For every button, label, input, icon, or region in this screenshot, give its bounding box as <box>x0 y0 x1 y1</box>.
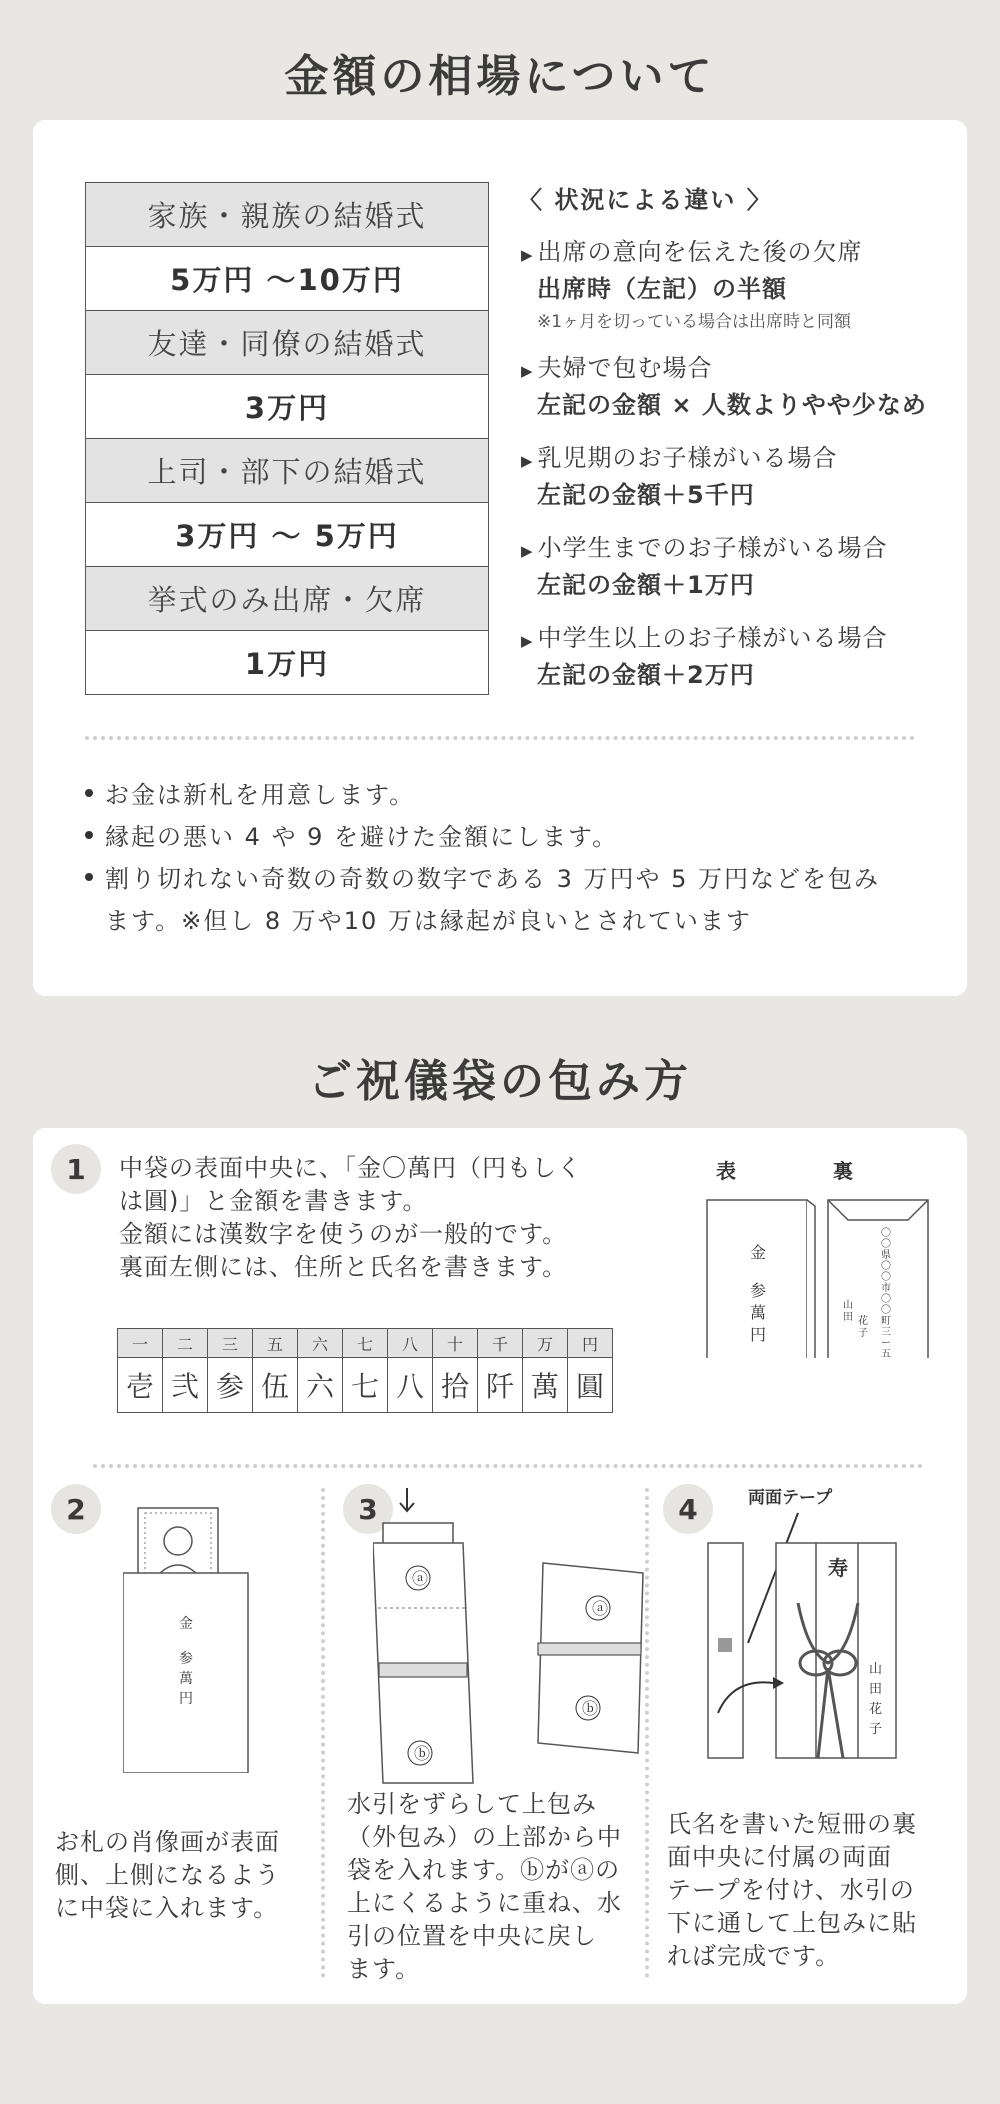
kanji-formal: 圓 <box>568 1358 613 1413</box>
note-item <box>85 774 925 816</box>
status-item <box>521 348 951 420</box>
step3-line: 上にくるように重ね、水 <box>347 1889 622 1917</box>
triangle-bullet-icon: ▶ <box>521 246 534 264</box>
arrow-down-icon <box>400 1488 414 1511</box>
price-category: 友達・同僚の結婚式 <box>86 311 488 375</box>
kanji-formal: 六 <box>298 1358 343 1413</box>
kanji-formal: 萬 <box>523 1358 568 1413</box>
kanji-common: 七 <box>343 1329 388 1358</box>
dotted-divider <box>93 1464 923 1468</box>
step2-line: お札の肖像画が表面 <box>55 1828 280 1856</box>
kanji-common: 六 <box>298 1329 343 1358</box>
kanji-common: 八 <box>388 1329 433 1358</box>
step3-line: 引の位置を中央に戻し <box>347 1922 597 1950</box>
note-text: お金は新札を用意します。 <box>105 781 416 809</box>
step4-line: 氏名を書いた短冊の裏 <box>667 1810 917 1838</box>
status-text: 中学生以上のお子様がいる場合 <box>537 624 888 652</box>
triangle-bullet-icon: ▶ <box>521 632 534 650</box>
step1-line: 中袋の表面中央に、「金〇萬円（円もしく <box>119 1154 582 1182</box>
kanji-numeral-table <box>117 1328 613 1413</box>
front-label: 表 <box>716 1159 736 1183</box>
step3-line: 袋を入れます。ⓑがⓐの <box>347 1856 621 1884</box>
status-item <box>521 438 951 510</box>
note-item <box>85 858 925 942</box>
triangle-bullet-icon: ▶ <box>521 362 534 380</box>
status-amount: 左記の金額＋2万円 <box>537 661 755 689</box>
dotted-divider <box>85 736 915 740</box>
price-amount: 3万円 <box>86 375 488 439</box>
step4-illustration <box>698 1483 938 1793</box>
status-item <box>521 618 951 690</box>
envelope-front-kin: 金 <box>750 1243 767 1262</box>
step2-line: に中袋に入れます。 <box>55 1894 279 1922</box>
note-text: 割り切れない奇数の奇数の数字である 3 万円や 5 万円などを包み <box>105 865 881 893</box>
step3-line: 水引をずらして上包み <box>347 1790 597 1818</box>
wrap-card <box>33 1128 967 2004</box>
triangle-bullet-icon: ▶ <box>521 452 534 470</box>
status-amount: 左記の金額 × 人数よりやや少なめ <box>537 391 927 419</box>
price-amount: 5万円 〜10万円 <box>86 247 488 311</box>
status-text: 乳児期のお子様がいる場合 <box>537 444 838 472</box>
step3-illustration <box>373 1483 653 1793</box>
step3-line: ます。 <box>347 1955 421 1983</box>
kanji-common: 万 <box>523 1329 568 1358</box>
folded-wrap <box>538 1563 643 1753</box>
status-text: 夫婦で包む場合 <box>537 354 713 382</box>
status-amount: 出席時（左記）の半額 <box>537 275 787 303</box>
tape-square <box>718 1638 732 1652</box>
kanji-formal: 七 <box>343 1358 388 1413</box>
envelope-back <box>828 1200 928 1358</box>
step4-text <box>667 1808 917 1973</box>
mizuhiki-band <box>379 1663 467 1677</box>
step1-text <box>119 1152 582 1284</box>
kanji-common: 五 <box>253 1329 298 1358</box>
step1-line: は圓)」と金額を書きます。 <box>119 1187 428 1215</box>
envelope-back-name: 山田 <box>843 1300 853 1323</box>
step4-line: 面中央に付属の両面 <box>667 1843 892 1871</box>
step1-line: 金額には漢数字を使うのが一般的です。 <box>119 1220 568 1248</box>
status-note: ※1ヶ月を切っている場合は出席時と同額 <box>537 312 852 332</box>
price-category: 上司・部下の結婚式 <box>86 439 488 503</box>
step4-line: テープを付け、水引の <box>667 1876 915 1904</box>
dotted-vertical-divider <box>321 1488 325 1978</box>
note-item <box>85 816 925 858</box>
kanji-formal: 阡 <box>478 1358 523 1413</box>
step1-line: 裏面左側には、住所と氏名を書きます。 <box>119 1253 568 1281</box>
kanji-formal: 弐 <box>163 1358 208 1413</box>
step-number-2: 2 <box>51 1484 101 1534</box>
kanji-common: 円 <box>568 1329 613 1358</box>
price-table <box>85 182 489 695</box>
status-amount: 左記の金額＋5千円 <box>537 481 755 509</box>
kanji-formal: 八 <box>388 1358 433 1413</box>
section-title-wrap: ご祝儀袋の包み方 <box>308 1056 692 1107</box>
price-amount: 3万円 〜 5万円 <box>86 503 488 567</box>
price-category: 家族・親族の結婚式 <box>86 183 488 247</box>
kanji-common: 一 <box>118 1329 163 1358</box>
kanji-common: 千 <box>478 1329 523 1358</box>
kanji-formal: 拾 <box>433 1358 478 1413</box>
note-text-continued: ます。※但し 8 万や10 万は縁起が良いとされています <box>105 907 752 935</box>
dotted-vertical-divider <box>645 1488 649 1978</box>
label-a: ⓐ <box>412 1569 429 1588</box>
kanji-formal: 壱 <box>118 1358 163 1413</box>
section-title-price: 金額の相場について <box>284 51 716 102</box>
envelope-kin: 金 <box>179 1616 193 1632</box>
step2-text <box>55 1826 280 1925</box>
step3-line: （外包み）の上部から中 <box>347 1823 622 1851</box>
envelope-back-address: 〇〇県〇〇市〇〇町三ー五 <box>881 1228 891 1358</box>
status-text: 小学生までのお子様がいる場合 <box>537 534 888 562</box>
status-item <box>521 232 951 332</box>
step-number-3: 3 <box>343 1484 393 1534</box>
status-text: 出席の意向を伝えた後の欠席 <box>537 238 863 266</box>
bullet-icon <box>85 831 93 839</box>
tape-label: 両面テープ <box>748 1488 833 1508</box>
status-item <box>521 528 951 600</box>
envelope-illustration <box>673 1158 953 1358</box>
label-a: ⓐ <box>592 1599 609 1618</box>
kanji-formal: 伍 <box>253 1358 298 1413</box>
bullet-icon <box>85 873 93 881</box>
envelope-front-amount: 参萬円 <box>750 1281 767 1344</box>
step4-line: 下に通して上包みに貼 <box>667 1909 917 1937</box>
step4-line: れば完成です。 <box>667 1942 841 1970</box>
back-label: 裏 <box>833 1159 853 1183</box>
note-text: 縁起の悪い 4 や 9 を避けた金額にします。 <box>105 823 619 851</box>
price-category: 挙式のみ出席・欠席 <box>86 567 488 631</box>
banknote <box>138 1508 218 1578</box>
kanji-common: 二 <box>163 1329 208 1358</box>
price-amount: 1万円 <box>86 631 488 694</box>
status-heading: 〈 状況による違い 〉 <box>518 186 773 214</box>
kotobuki-text: 寿 <box>828 1556 848 1580</box>
label-b: ⓑ <box>582 1699 599 1718</box>
step-number-4: 4 <box>663 1484 713 1534</box>
kanji-common: 十 <box>433 1329 478 1358</box>
bullet-icon <box>85 789 93 797</box>
price-card <box>33 120 967 996</box>
kanji-common: 三 <box>208 1329 253 1358</box>
kanji-formal: 参 <box>208 1358 253 1413</box>
triangle-bullet-icon: ▶ <box>521 542 534 560</box>
envelope-amount: 参萬円 <box>179 1651 193 1707</box>
step-number-1: 1 <box>51 1144 101 1194</box>
step2-illustration <box>123 1503 283 1773</box>
step3-text <box>347 1788 622 1986</box>
label-b: ⓑ <box>414 1744 431 1763</box>
status-amount: 左記の金額＋1万円 <box>537 571 755 599</box>
envelope-back-name: 花子 <box>858 1316 868 1339</box>
tanzaku-name: 山田花子 <box>869 1662 883 1737</box>
step2-line: 側、上側になるよう <box>55 1861 280 1889</box>
